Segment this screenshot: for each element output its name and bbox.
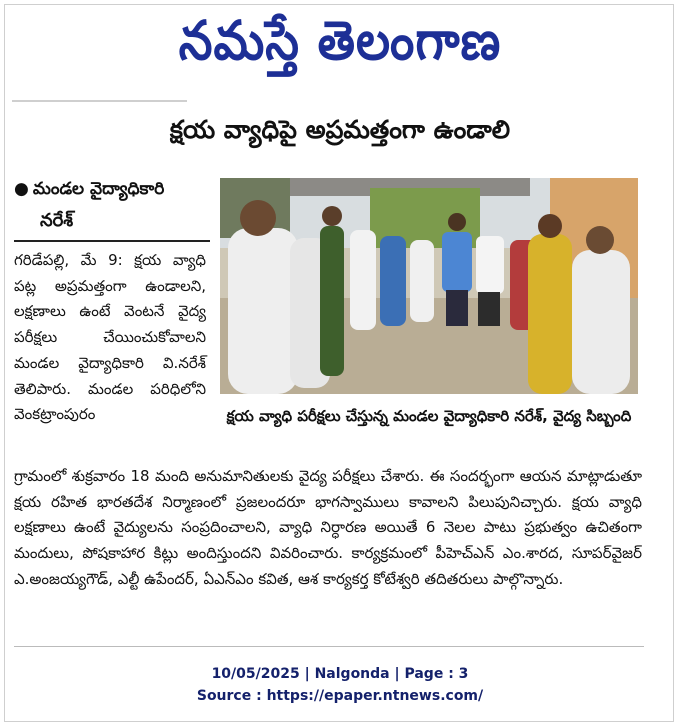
newspaper-logo: నమస్తే తెలంగాణ — [178, 9, 502, 73]
masthead — [0, 6, 680, 76]
article-headline: క్షయ వ్యాధిపై అప్రమత్తంగా ఉండాలి — [169, 115, 511, 144]
byline-name: నరేశ్ — [40, 210, 74, 231]
edition-info: 10/05/2025 | Nalgonda | Page : 3 — [211, 666, 469, 682]
bullet-icon: ● — [14, 179, 29, 199]
article-photo — [220, 178, 638, 394]
article-body: గ్రామంలో శుక్రవారం 18 మంది అనుమానితులకు వైద్య పరీక్షలు చేశారు. ఈ సందర్భంగా ఆయన మాట్లాడుతూ క్షయ రహిత భారతదేశ నిర్మాణంలో ప్రజలందరూ భాగస్వాములు కావాలని పిలుపునిచ్చారు. క్షయ వ్యాధి లక్షణాలు ఉంటే వైద్యులను సంప్రదించాలని, వ్యాధి నిర్ధారణ అయితే 6 నెలల పాటు ప్రభుత్వం ఉచితంగా మందులు, పోషకాహార కిట్లు అందిస్తుందని వివరించారు. కార్యక్రమంలో పీహెచ్ఎన్ ఎం.శారద, సూపర్‌వైజర్ ఎ.అంజయ్యగౌడ్, ఎల్టీ ఉపేందర్, ఏఎన్ఎం కవిత, ఆశ కార్యకర్త కోటేశ్వరి తదితరులు పాల్గొన్నారు. — [14, 467, 642, 588]
byline-role — [14, 176, 224, 202]
lead-paragraph: గరిడేపల్లి, మే 9: క్షయ వ్యాధి పట్ల అప్రమత్తంగా ఉండాలని, లక్షణాలు ఉంటే వెంటనే వైద్య పరీక్షలు చేయించుకోవాలని మండల వైద్యాధికారి వి.నరేశ్ తెలిపారు. మండల పరిధిలోని వెంకట్రాంపురం — [14, 251, 206, 424]
footer-rule — [14, 646, 644, 647]
photo-caption: క్షయ వ్యాధి పరీక్షలు చేస్తున్న మండల వైద్యాధికారి నరేశ్, వైద్య సిబ్బంది — [226, 407, 632, 425]
byline-role-text: మండల వైద్యాధికారి — [32, 179, 165, 199]
byline-underline — [14, 240, 210, 242]
source-link[interactable]: Source : https://epaper.ntnews.com/ — [196, 688, 484, 704]
photo-illustration — [220, 178, 638, 394]
section-rule — [12, 100, 187, 102]
